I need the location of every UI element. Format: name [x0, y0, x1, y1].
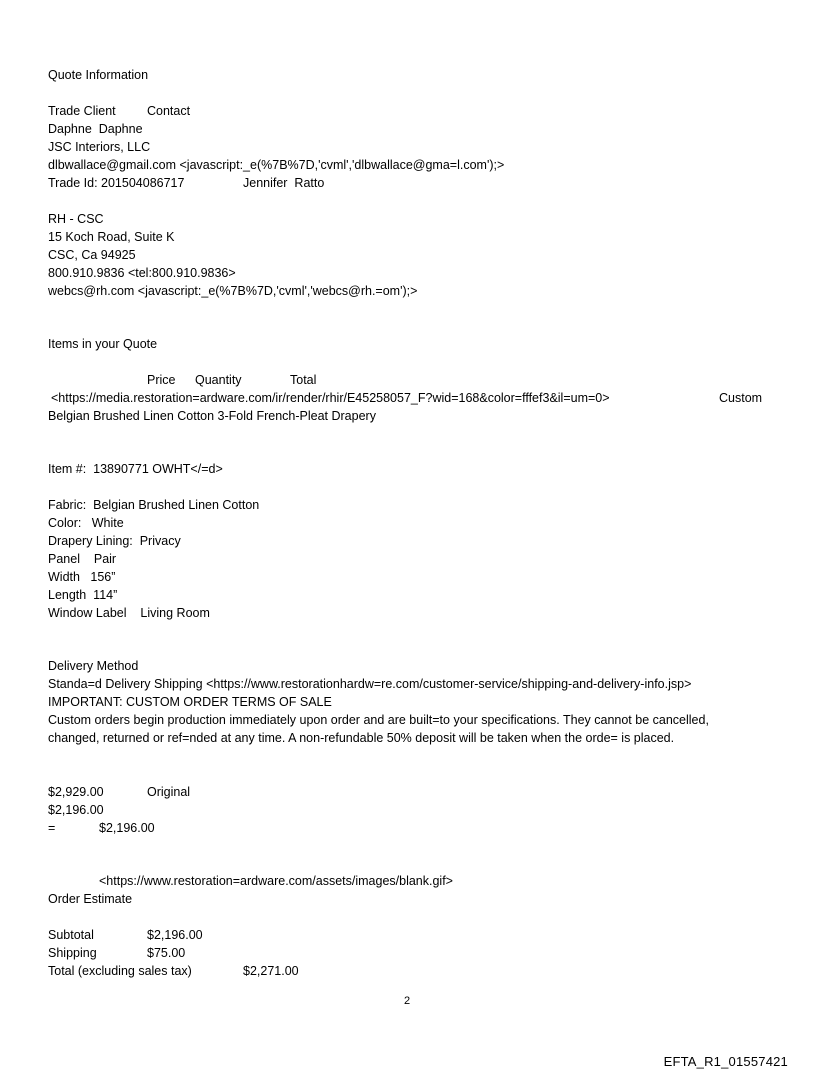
shipping-label: Shipping — [48, 946, 97, 960]
item-fabric: Fabric: Belgian Brushed Linen Cotton — [48, 498, 260, 512]
total-column-header: Total — [290, 373, 317, 387]
bates-number: EFTA_R1_01557421 — [663, 1054, 788, 1069]
delivery-heading: Delivery Method — [48, 659, 139, 673]
terms-text-line-2: changed, returned or ref=nded at any time. A non-refundable 50% deposit will be taken when the orde= is placed. — [48, 731, 675, 745]
store-name: RH - CSC — [48, 212, 104, 226]
price-column-header: Price — [147, 373, 176, 387]
subtotal-label: Subtotal — [48, 928, 94, 942]
total-value: $2,271.00 — [243, 964, 299, 978]
page-number: 2 — [404, 995, 411, 1007]
item-width: Width 156” — [48, 570, 116, 584]
trade-client-label: Trade Client — [48, 104, 116, 118]
original-price: $2,929.00 — [48, 785, 104, 799]
quote-info-heading: Quote Information — [48, 68, 149, 82]
trade-id: Trade Id: 201504086717 — [48, 176, 185, 190]
client-email-link[interactable]: dlbwallace@gmail.com <javascript:_e(%7B%7D,'cvml','dlbwallace@gma=l.com');> — [48, 158, 505, 172]
total-label: Total (excluding sales tax) — [48, 964, 192, 978]
item-lining: Drapery Lining: Privacy — [48, 534, 181, 548]
shipping-value: $75.00 — [147, 946, 186, 960]
terms-heading: IMPORTANT: CUSTOM ORDER TERMS OF SALE — [48, 695, 332, 709]
company-name: JSC Interiors, LLC — [48, 140, 151, 154]
item-panel: Panel Pair — [48, 552, 117, 566]
equals-sign: = — [48, 821, 56, 835]
subtotal-value: $2,196.00 — [147, 928, 203, 942]
product-name: Belgian Brushed Linen Cotton 3-Fold French-Pleat Drapery — [48, 409, 376, 423]
store-phone-link[interactable]: 800.910.9836 <tel:800.910.9836> — [48, 266, 236, 280]
sale-price: $2,196.00 — [48, 803, 104, 817]
order-estimate-heading: Order Estimate — [48, 892, 133, 906]
product-image-link[interactable]: <https://media.restoration=ardware.com/ir/render/rhir/E45258057_F?wid=168&color=fffef3&il=um=0> — [51, 391, 610, 405]
custom-label: Custom — [719, 391, 763, 405]
item-number: Item #: 13890771 OWHT</=d> — [48, 462, 223, 476]
item-length: Length 114” — [48, 588, 118, 602]
store-address: 15 Koch Road, Suite K — [48, 230, 175, 244]
store-email-link[interactable]: webcs@rh.com <javascript:_e(%7B%7D,'cvml','webcs@rh.=om');> — [48, 284, 418, 298]
items-heading: Items in your Quote — [48, 337, 158, 351]
client-name: Daphne Daphne — [48, 122, 143, 136]
contact-name: Jennifer Ratto — [243, 176, 325, 190]
blank-gif-link[interactable]: <https://www.restoration=ardware.com/assets/images/blank.gif> — [99, 874, 453, 888]
store-city: CSC, Ca 94925 — [48, 248, 136, 262]
item-window-label: Window Label Living Room — [48, 606, 210, 620]
original-label: Original — [147, 785, 191, 799]
line-total: $2,196.00 — [99, 821, 155, 835]
item-color: Color: White — [48, 516, 124, 530]
quantity-column-header: Quantity — [195, 373, 242, 387]
contact-label: Contact — [147, 104, 191, 118]
delivery-method-link[interactable]: Standa=d Delivery Shipping <https://www.restorationhardw=re.com/customer-service/shipping-and-delivery-info.jsp> — [48, 677, 692, 691]
terms-text-line-1: Custom orders begin production immediately upon order and are built=to your specifications. They cannot be cancelled, — [48, 713, 709, 727]
